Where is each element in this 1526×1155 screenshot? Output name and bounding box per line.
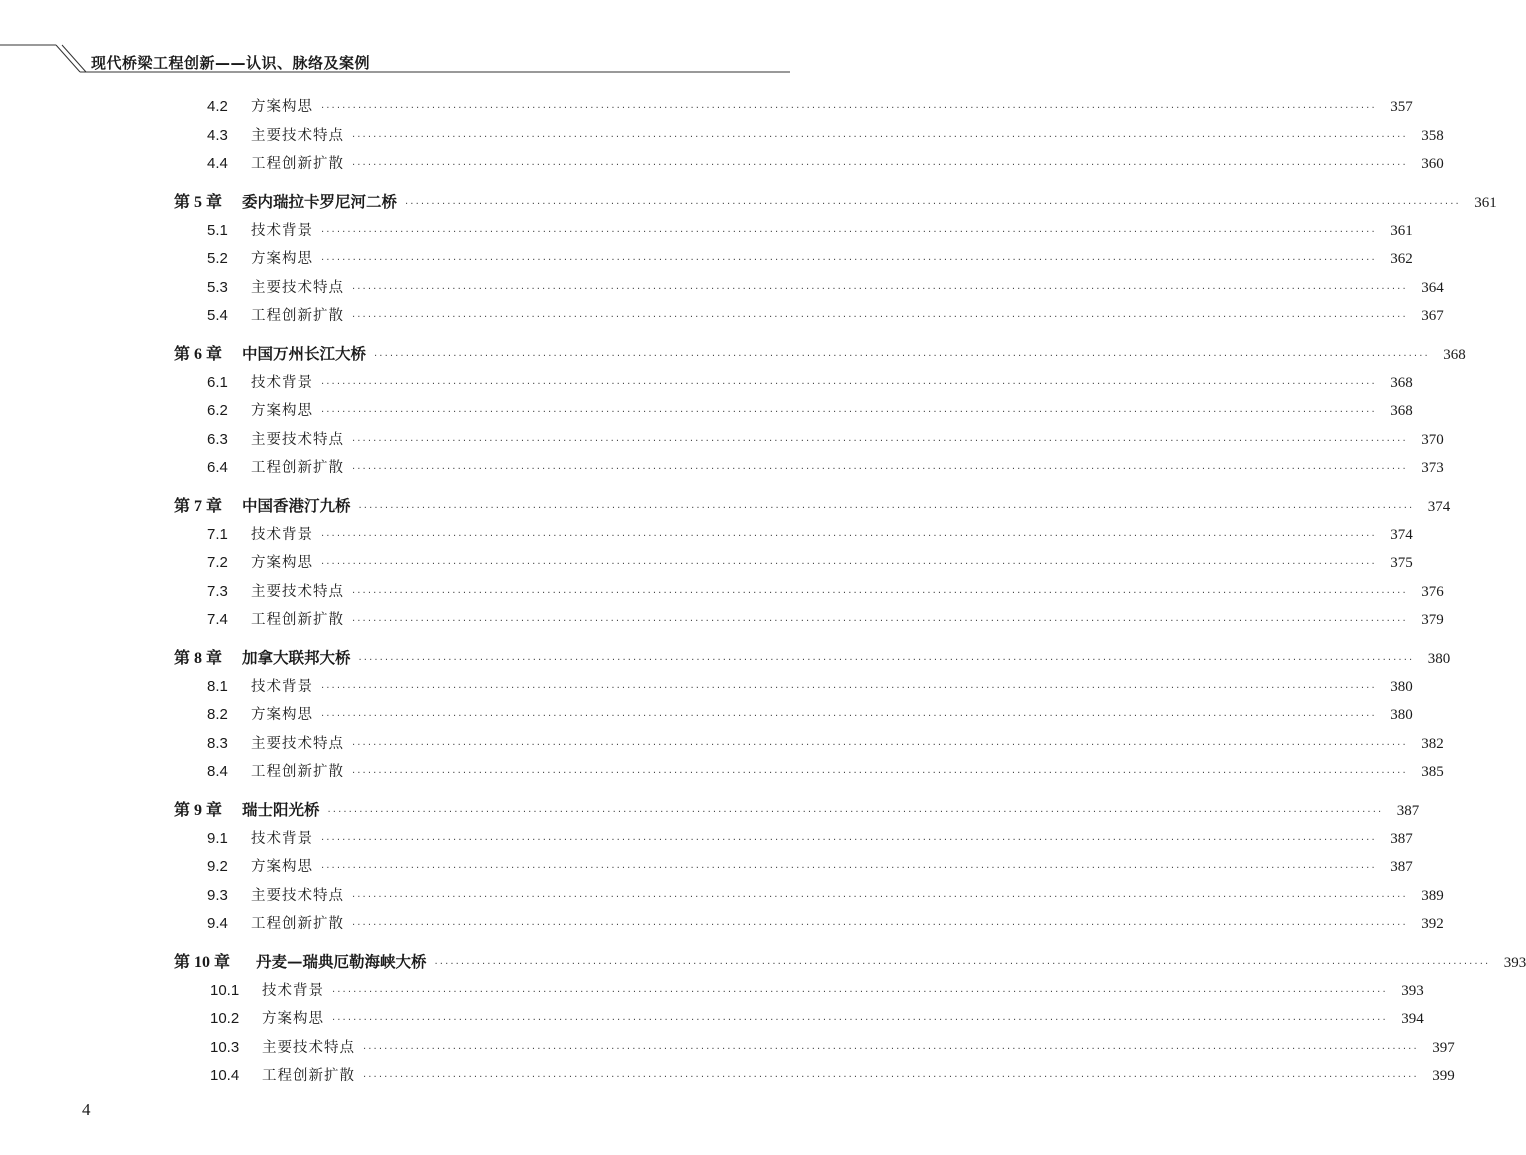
page-ref: 393 — [1401, 982, 1424, 999]
toc-section-entry[interactable] — [207, 522, 1413, 548]
dot-leader: ········································································································································································································ — [363, 1043, 1419, 1055]
toc-section-entry[interactable] — [207, 370, 1413, 396]
section-number: 9.2 — [207, 858, 228, 875]
page-ref: 364 — [1421, 279, 1444, 296]
dot-leader: ········································································································································································································ — [374, 351, 1430, 362]
dot-leader: ········································································································································································································ — [405, 199, 1461, 210]
chapter-number: 第 10 章 — [174, 954, 231, 971]
running-header — [0, 0, 790, 80]
section-number: 6.3 — [207, 430, 228, 448]
toc-chapter-entry[interactable] — [174, 189, 1497, 215]
section-title: 方案构思 — [251, 99, 313, 115]
page-ref: 367 — [1421, 308, 1444, 324]
section-title: 工程创新扩散 — [251, 764, 344, 780]
page-ref: 361 — [1390, 222, 1413, 239]
section-title: 技术背景 — [251, 526, 313, 543]
page-ref: 362 — [1390, 251, 1413, 267]
dot-leader: ········································································································································································································ — [321, 378, 1377, 390]
dot-leader: ········································································································································································································ — [327, 807, 1384, 818]
page-ref: 380 — [1390, 678, 1413, 695]
section-number: 6.1 — [207, 373, 228, 391]
page-ref: 360 — [1421, 156, 1444, 172]
section-number: 8.1 — [207, 677, 228, 695]
section-title: 技术背景 — [251, 830, 313, 847]
page-ref: 368 — [1443, 347, 1466, 363]
section-number: 4.4 — [207, 155, 228, 172]
dot-leader: ········································································································································································································ — [352, 891, 1408, 903]
section-number: 6.2 — [207, 402, 228, 419]
page-ref: 387 — [1396, 803, 1420, 819]
page-ref: 387 — [1390, 830, 1413, 847]
section-title: 工程创新扩散 — [251, 916, 344, 932]
page-ref: 368 — [1390, 374, 1413, 391]
section-number: 7.3 — [207, 582, 228, 600]
page-ref: 399 — [1432, 1068, 1455, 1084]
page-ref: 374 — [1427, 499, 1451, 515]
page-ref: 385 — [1421, 764, 1444, 780]
section-title: 方案构思 — [251, 251, 313, 267]
toc-chapter-entry[interactable] — [174, 949, 1526, 975]
dot-leader: ········································································································································································································ — [352, 739, 1408, 751]
dot-leader: ········································································································································································································ — [352, 312, 1408, 323]
page-ref: 392 — [1421, 916, 1444, 932]
toc-section-entry[interactable] — [210, 978, 1424, 1004]
toc-chapter-entry[interactable] — [174, 493, 1451, 519]
chapter-title: 丹麦—瑞典厄勒海峡大桥 — [256, 952, 427, 971]
page-ref: 389 — [1421, 887, 1444, 904]
page-ref: 373 — [1421, 460, 1444, 476]
section-title: 方案构思 — [251, 403, 313, 419]
section-title: 主要技术特点 — [251, 735, 344, 752]
dot-leader: ········································································································································································································ — [332, 1015, 1388, 1026]
toc-section-entry[interactable] — [207, 550, 1413, 576]
page-ref: 382 — [1421, 735, 1444, 752]
dot-leader: ········································································································································································································ — [321, 255, 1377, 266]
section-number: 10.4 — [210, 1067, 240, 1084]
section-title: 工程创新扩散 — [251, 156, 344, 172]
page-ref: 374 — [1390, 526, 1413, 543]
dot-leader: ········································································································································································································ — [352, 616, 1408, 627]
dot-leader: ········································································································································································································ — [332, 986, 1388, 998]
section-title: 工程创新扩散 — [251, 460, 344, 476]
toc-section-entry[interactable] — [210, 1006, 1424, 1032]
toc-section-entry[interactable] — [207, 607, 1444, 633]
toc-section-entry[interactable] — [207, 427, 1444, 453]
section-number: 10.3 — [210, 1038, 240, 1056]
section-title: 技术背景 — [251, 678, 313, 695]
chapter-number: 第 7 章 — [174, 498, 223, 515]
section-title: 方案构思 — [251, 859, 313, 875]
chapter-number: 第 6 章 — [174, 346, 223, 363]
section-number: 5.2 — [207, 250, 228, 267]
dot-leader: ········································································································································································································ — [321, 530, 1377, 542]
page-ref: 380 — [1427, 651, 1451, 667]
section-title: 主要技术特点 — [251, 431, 344, 448]
chapter-title: 加拿大联邦大桥 — [242, 648, 351, 667]
section-number: 5.1 — [207, 221, 228, 239]
section-title: 方案构思 — [251, 555, 313, 571]
page-ref: 380 — [1390, 707, 1413, 723]
section-title: 方案构思 — [251, 707, 313, 723]
section-number: 9.4 — [207, 915, 228, 932]
toc-section-entry[interactable] — [207, 826, 1413, 852]
toc-chapter-entry[interactable] — [174, 797, 1420, 823]
section-title: 主要技术特点 — [251, 887, 344, 904]
toc-section-entry[interactable] — [207, 579, 1444, 605]
section-number: 7.1 — [207, 525, 228, 543]
dot-leader: ········································································································································································································ — [321, 407, 1377, 418]
section-number: 8.3 — [207, 734, 228, 752]
page-ref: 368 — [1390, 403, 1413, 419]
dot-leader: ········································································································································································································ — [352, 587, 1408, 599]
toc-section-entry[interactable] — [207, 455, 1444, 481]
section-title: 主要技术特点 — [251, 127, 344, 144]
chapter-title: 瑞士阳光桥 — [242, 800, 320, 819]
page-ref: 358 — [1421, 127, 1444, 144]
section-title: 技术背景 — [251, 222, 313, 239]
dot-leader: ········································································································································································································ — [352, 283, 1408, 295]
section-number: 7.2 — [207, 554, 228, 571]
dot-leader: ········································································································································································································ — [321, 226, 1377, 238]
section-number: 5.3 — [207, 278, 228, 296]
section-number: 4.3 — [207, 126, 228, 144]
section-title: 主要技术特点 — [251, 279, 344, 296]
chapter-title: 中国香港汀九桥 — [242, 496, 351, 515]
dot-leader: ········································································································································································································ — [321, 834, 1377, 846]
section-number: 6.4 — [207, 459, 228, 476]
page-ref: 397 — [1432, 1039, 1455, 1056]
toc-section-entry[interactable] — [207, 398, 1413, 424]
section-number: 8.2 — [207, 706, 228, 723]
section-title: 主要技术特点 — [262, 1039, 355, 1056]
dot-leader: ········································································································································································································ — [358, 655, 1415, 666]
section-number: 9.1 — [207, 829, 228, 847]
toc-section-entry[interactable] — [207, 883, 1444, 909]
toc-section-entry[interactable] — [207, 702, 1413, 728]
page-ref: 394 — [1401, 1011, 1424, 1027]
dot-leader: ········································································································································································································ — [321, 103, 1377, 114]
section-number: 8.4 — [207, 763, 228, 780]
page-ref: 357 — [1390, 99, 1413, 115]
dot-leader: ········································································································································································································ — [321, 863, 1377, 874]
toc-section-entry[interactable] — [207, 275, 1444, 301]
section-number: 4.2 — [207, 98, 228, 115]
section-number: 7.4 — [207, 611, 228, 628]
toc-section-entry[interactable] — [207, 94, 1413, 120]
dot-leader: ········································································································································································································ — [352, 160, 1408, 171]
dot-leader: ········································································································································································································ — [352, 920, 1408, 931]
chapter-number: 第 5 章 — [174, 194, 223, 211]
dot-leader: ········································································································································································································ — [352, 464, 1408, 475]
section-title: 主要技术特点 — [251, 583, 344, 600]
section-title: 工程创新扩散 — [251, 612, 344, 628]
dot-leader: ········································································································································································································ — [358, 503, 1415, 514]
page-ref: 387 — [1390, 859, 1413, 875]
dot-leader: ········································································································································································································ — [352, 131, 1408, 143]
section-number: 9.3 — [207, 886, 228, 904]
toc-section-entry[interactable] — [207, 854, 1413, 880]
page-ref: 393 — [1503, 955, 1526, 971]
chapter-title: 中国万州长江大桥 — [242, 344, 367, 363]
section-title: 工程创新扩散 — [262, 1068, 355, 1084]
toc-chapter-entry[interactable] — [174, 645, 1451, 671]
section-title: 工程创新扩散 — [251, 308, 344, 324]
dot-leader: ········································································································································································································ — [363, 1072, 1419, 1083]
toc-section-entry[interactable] — [210, 1035, 1455, 1061]
section-title: 技术背景 — [262, 982, 324, 999]
dot-leader: ········································································································································································································ — [352, 435, 1408, 447]
toc-section-entry[interactable] — [207, 674, 1413, 700]
toc-section-entry[interactable] — [207, 759, 1444, 785]
dot-leader: ········································································································································································································ — [321, 682, 1377, 694]
toc-section-entry[interactable] — [210, 1063, 1455, 1089]
page-ref: 370 — [1421, 431, 1444, 448]
toc-section-entry[interactable] — [207, 731, 1444, 757]
section-title: 方案构思 — [262, 1011, 324, 1027]
page-ref: 379 — [1421, 612, 1444, 628]
page-ref: 361 — [1474, 195, 1497, 211]
toc-section-entry[interactable] — [207, 151, 1444, 177]
dot-leader: ········································································································································································································ — [321, 711, 1377, 722]
toc-section-entry[interactable] — [207, 123, 1444, 149]
running-header-title: 现代桥梁工程创新——认识、脉络及案例 — [91, 54, 371, 72]
chapter-number: 第 9 章 — [174, 802, 223, 819]
section-title: 技术背景 — [251, 374, 313, 391]
page-ref: 375 — [1390, 555, 1413, 571]
chapter-title: 委内瑞拉卡罗尼河二桥 — [242, 192, 398, 211]
section-number: 10.1 — [210, 981, 240, 999]
chapter-number: 第 8 章 — [174, 650, 223, 667]
section-number: 10.2 — [210, 1010, 240, 1027]
toc-section-entry[interactable] — [207, 911, 1444, 937]
page-number: 4 — [82, 1100, 91, 1119]
toc-chapter-entry[interactable] — [174, 341, 1466, 367]
toc-section-entry[interactable] — [207, 303, 1444, 329]
toc-section-entry[interactable] — [207, 246, 1413, 272]
page-ref: 376 — [1421, 583, 1444, 600]
dot-leader: ········································································································································································································ — [434, 959, 1491, 970]
dot-leader: ········································································································································································································ — [321, 559, 1377, 570]
dot-leader: ········································································································································································································ — [352, 768, 1408, 779]
toc-section-entry[interactable] — [207, 218, 1413, 244]
section-number: 5.4 — [207, 307, 228, 324]
